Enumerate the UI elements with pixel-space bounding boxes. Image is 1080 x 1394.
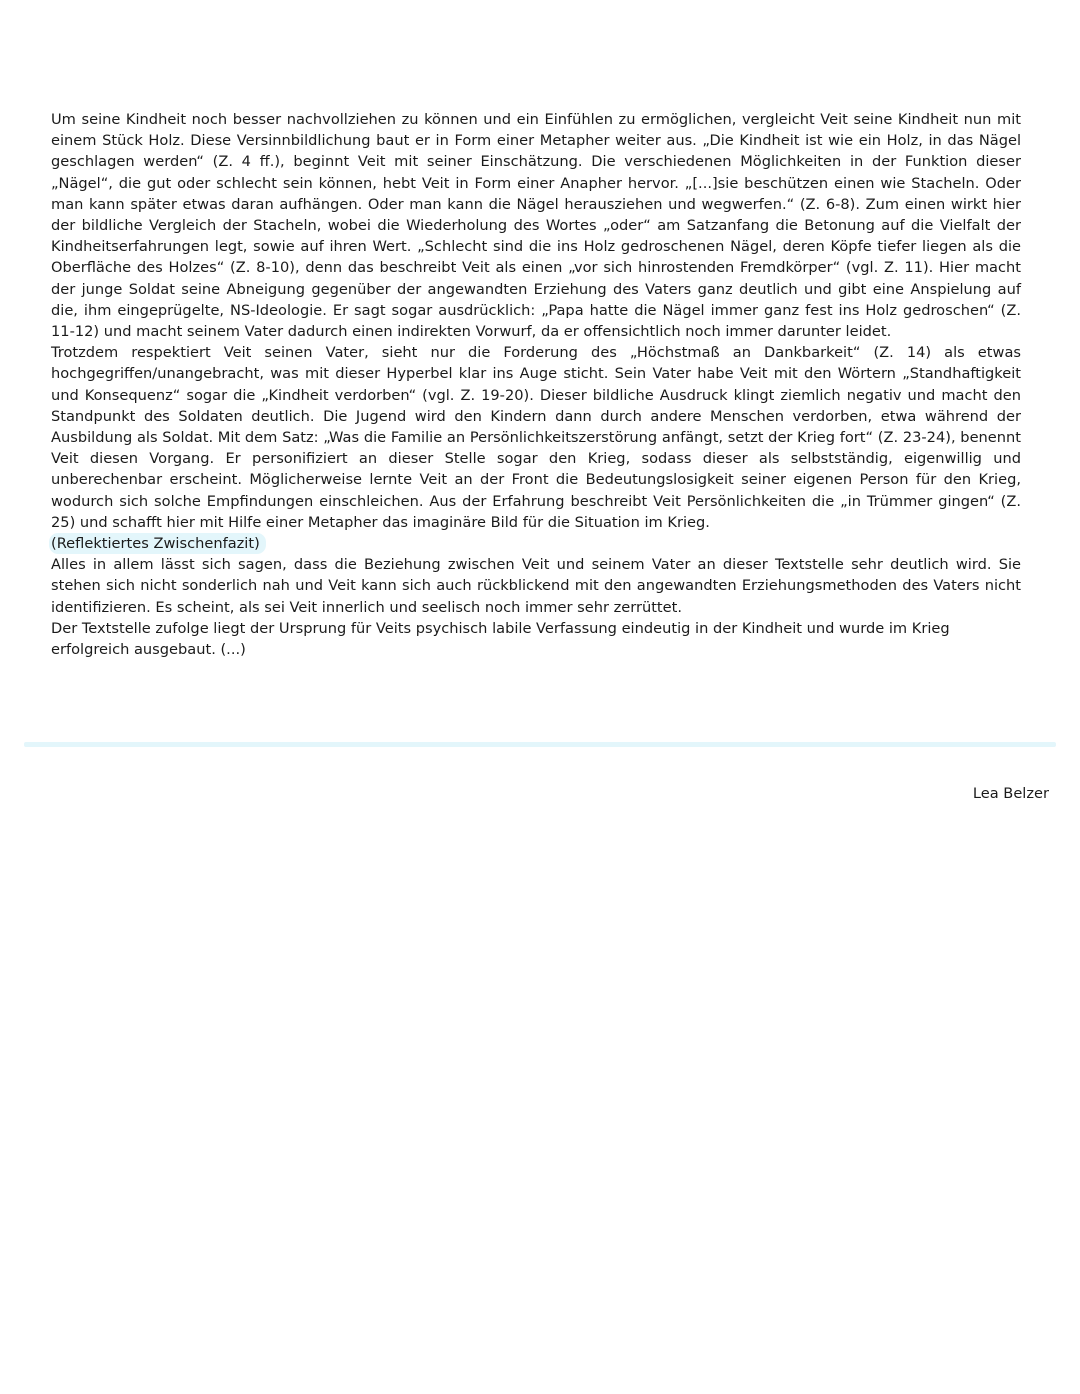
paragraph-final: Der Textstelle zufolge liegt der Ursprung für Veits psychisch labile Verfassung eindeutig in der Kindheit und wurde im Krieg erfolgreich ausgebaut. (...) [51,619,950,659]
section-label-wrapper [51,533,1021,554]
paragraph-conclusion: Alles in allem lässt sich sagen, dass die Beziehung zwischen Veit und seinem Vater an dieser Textstelle sehr deutlich wird. Sie stehen sich nicht sonderlich nah und Veit kann sich auch rückblickend mit den angewandten Erziehungsmethoden des Vaters nicht identifizieren. Es scheint, als sei Veit innerlich und seelisch noch immer sehr zerrüttet. [51,556,1021,616]
section-label-highlight: (Reflektiertes Zwischenfazit) [49,533,266,554]
divider-line [24,742,1056,747]
paragraph-analysis-father: Trotzdem respektiert Veit seinen Vater, sieht nur die Forderung des „Höchstmaß an Dankbarkeit“ (Z. 14) als etwas hochgegriffen/unangebracht, was mit dieser Hyperbel klar ins Auge sticht. Sein Vater habe Veit mit den Wörtern „Standhaftigkeit und Konsequenz“ sogar die „Kindheit verdorben“ (vgl. Z. 19-20). Dieser bildliche Ausdruck klingt ziemlich negativ und macht den Standpunkt des Soldaten deutlich. Die Jugend wird den Kindern dann durch andere Menschen verdorben, etwa während der Ausbildung als Soldat. Mit dem Satz: „Was die Familie an Persönlichkeitszerstörung anfängt, setzt der Krieg fort“ (Z. 23-24), benennt Veit diesen Vorgang. Er personifiziert an dieser Stelle sogar den Krieg, sodass dieser als selbstständig, eigenwillig und unberechenbar erscheint. Möglicherweise lernte Veit an der Front die Bedeutungslosigkeit seiner eigenen Person für den Krieg, wodurch sich solche Empfindungen einschleichen. Aus der Erfahrung beschreibt Veit Persönlichkeiten die „in Trümmer gingen“ (Z. 25) und schafft hier mit Hilfe einer Metapher das imaginäre Bild für die Situation im Krieg. [51,344,1021,531]
paragraph-analysis-metaphor: Um seine Kindheit noch besser nachvollziehen zu können und ein Einfühlen zu ermöglichen, vergleicht Veit seine Kindheit nun mit einem Stück Holz. Diese Versinnbildlichung baut er in Form einer Metapher weiter aus. „Die Kindheit ist wie ein Holz, in das Nägel geschlagen werden“ (Z. 4 ff.), beginnt Veit mit seiner Einschätzung. Die verschiedenen Möglichkeiten in der Funktion dieser „Nägel“, die gut oder schlecht sein können, hebt Veit in Form einer Anapher hervor. „[...]sie beschützen einen wie Stacheln. Oder man kann später etwas daran aufhängen. Oder man kann die Nägel herausziehen und wegwerfen.“ (Z. 6-8). Zum einen wirkt hier der bildliche Vergleich der Stacheln, wobei die Wiederholung des Wortes „oder“ am Satzanfang die Betonung auf die Vielfalt der Kindheitserfahrungen legt, sowie auf ihren Wert. „Schlecht sind die ins Holz gedroschenen Nägel, deren Köpfe tiefer liegen als die Oberfläche des Holzes“ (Z. 8-10), denn das beschreibt Veit als einen „vor sich hinrostenden Fremdkörper“ (vgl. Z. 11). Hier macht der junge Soldat seine Abneigung gegenüber der angewandten Erziehung des Vaters ganz deutlich und gibt eine Anspielung auf die, ihm eingeprügelte, NS-Ideologie. Er sagt sogar ausdrücklich: „Papa hatte die Nägel immer ganz fest ins Holz gedroschen“ (Z. 11-12) und macht seinem Vater dadurch einen indirekten Vorwurf, da er offensichtlich noch immer darunter leidet. [51,111,1021,341]
document-body [51,109,1021,660]
author-name: Lea Belzer [972,785,1049,802]
